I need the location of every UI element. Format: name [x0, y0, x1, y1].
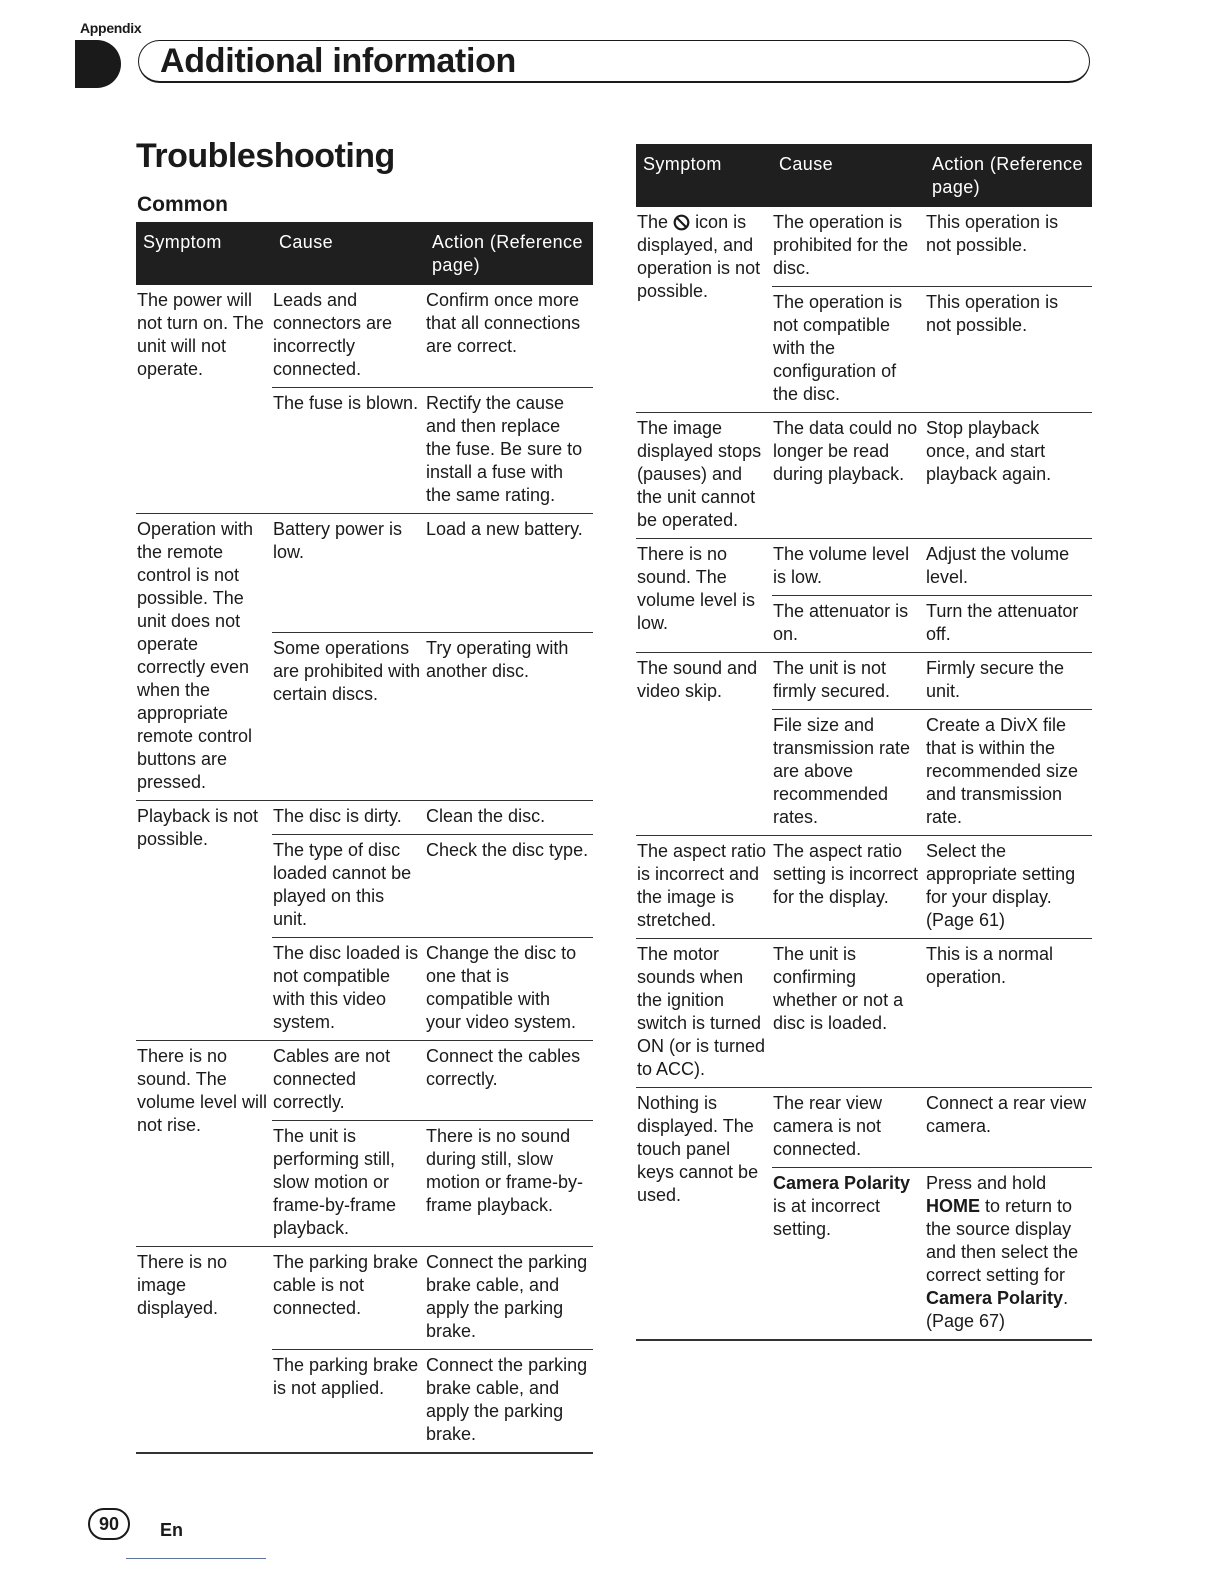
troubleshooting-table-left [136, 222, 593, 1454]
section-title: Additional information [160, 42, 517, 80]
cause-cell: The disc loaded is not compatible with this video system. [272, 938, 425, 1041]
table-row [136, 1247, 593, 1350]
cause-cell: Leads and connectors are incorrectly connected. [272, 285, 425, 388]
column-header-symptom: Symptom [636, 144, 772, 207]
table-row [636, 207, 1092, 287]
cause-text: is at incorrect setting. [773, 1196, 881, 1239]
action-cell: Turn the attenuator off. [925, 596, 1092, 653]
table-row [636, 653, 1092, 710]
troubleshooting-table-right [636, 144, 1092, 1341]
cause-cell: The parking brake is not applied. [272, 1350, 425, 1454]
symptom-cell: The aspect ratio is incorrect and the image is stretched. [636, 836, 772, 939]
home-key-label: HOME [926, 1196, 980, 1216]
symptom-cell: There is no image displayed. [136, 1247, 272, 1454]
action-text: to return to the source display and then select the correct setting for [926, 1196, 1079, 1285]
table-row [136, 514, 593, 633]
table-header-row [636, 144, 1092, 207]
camera-polarity-label: Camera Polarity [773, 1173, 911, 1193]
symptom-cell: There is no sound. The volume level will not rise. [136, 1041, 272, 1247]
cause-cell: The type of disc loaded cannot be played on this unit. [272, 835, 425, 938]
cause-cell: The volume level is low. [772, 539, 925, 596]
symptom-text-post: icon is displayed, and operation is not possible. [637, 212, 761, 301]
prohibited-icon [673, 214, 690, 231]
cause-cell: File size and transmission rate are above recommended rates. [772, 710, 925, 836]
action-cell: Clean the disc. [425, 801, 593, 835]
symptom-cell: The power will not turn on. The unit will not operate. [136, 285, 272, 514]
symptom-cell [636, 207, 772, 413]
action-cell: Load a new battery. [425, 514, 593, 633]
cause-cell: The operation is prohibited for the disc. [772, 207, 925, 287]
table-header-row [136, 222, 593, 285]
column-header-symptom: Symptom [136, 222, 272, 285]
action-text: . (Page 67) [926, 1288, 1069, 1331]
table-row [136, 1041, 593, 1121]
action-cell: Change the disc to one that is compatible with your video system. [425, 938, 593, 1041]
cause-cell: The operation is not compatible with the configuration of the disc. [772, 287, 925, 413]
action-cell: Adjust the volume level. [925, 539, 1092, 596]
column-header-action: Action (Reference page) [425, 222, 593, 285]
table-row [136, 285, 593, 388]
symptom-cell: The motor sounds when the ignition switch is turned ON (or is turned to ACC). [636, 939, 772, 1088]
table-row [636, 539, 1092, 596]
cause-cell: Some operations are prohibited with certain discs. [272, 633, 425, 801]
column-header-cause: Cause [772, 144, 925, 207]
symptom-cell: The image displayed stops (pauses) and the unit cannot be operated. [636, 413, 772, 539]
cause-cell: The aspect ratio setting is incorrect for the display. [772, 836, 925, 939]
cause-cell: The parking brake cable is not connected. [272, 1247, 425, 1350]
symptom-cell: Nothing is displayed. The touch panel keys cannot be used. [636, 1088, 772, 1341]
action-cell [925, 1168, 1092, 1341]
cause-cell: Battery power is low. [272, 514, 425, 633]
subsection-title: Common [137, 193, 228, 216]
symptom-text-pre: The [637, 212, 669, 232]
cause-cell: The attenuator is on. [772, 596, 925, 653]
action-cell: This operation is not possible. [925, 207, 1092, 287]
symptom-cell: Playback is not possible. [136, 801, 272, 1041]
table-row [136, 801, 593, 835]
cause-cell: Cables are not connected correctly. [272, 1041, 425, 1121]
action-text: Press and hold [926, 1173, 1047, 1193]
table-row [636, 939, 1092, 1088]
action-cell: Confirm once more that all connections are correct. [425, 285, 593, 388]
action-cell: This is a normal operation. [925, 939, 1092, 1088]
cause-cell: The unit is performing still, slow motion or frame-by-frame playback. [272, 1121, 425, 1247]
cause-cell: The fuse is blown. [272, 388, 425, 514]
cause-cell [772, 1168, 925, 1341]
cause-cell: The disc is dirty. [272, 801, 425, 835]
action-cell: There is no sound during still, slow motion or frame-by-frame playback. [425, 1121, 593, 1247]
column-header-action: Action (Reference page) [925, 144, 1092, 207]
symptom-cell: The sound and video skip. [636, 653, 772, 836]
action-cell: Try operating with another disc. [425, 633, 593, 801]
language-code: En [160, 1520, 184, 1540]
footer-rule [126, 1558, 266, 1559]
section-tab-marker [75, 40, 121, 88]
column-header-cause: Cause [272, 222, 425, 285]
cause-cell: The unit is not firmly secured. [772, 653, 925, 710]
appendix-label: Appendix [80, 20, 142, 36]
action-cell: Rectify the cause and then replace the fuse. Be sure to install a fuse with the same rating. [425, 388, 593, 514]
action-cell: Connect the parking brake cable, and apply the parking brake. [425, 1350, 593, 1454]
action-cell: This operation is not possible. [925, 287, 1092, 413]
action-cell: Stop playback once, and start playback again. [925, 413, 1092, 539]
camera-polarity-label: Camera Polarity [926, 1288, 1064, 1308]
cause-cell: The rear view camera is not connected. [772, 1088, 925, 1168]
action-cell: Connect the cables correctly. [425, 1041, 593, 1121]
action-cell: Firmly secure the unit. [925, 653, 1092, 710]
cause-cell: The data could no longer be read during playback. [772, 413, 925, 539]
symptom-cell: There is no sound. The volume level is low. [636, 539, 772, 653]
table-row [636, 413, 1092, 539]
action-cell: Check the disc type. [425, 835, 593, 938]
table-row [636, 836, 1092, 939]
page-title: Troubleshooting [136, 137, 395, 175]
action-cell: Connect a rear view camera. [925, 1088, 1092, 1168]
symptom-cell: Operation with the remote control is not possible. The unit does not operate correctly even when the appropriate remote control buttons are pressed. [136, 514, 272, 801]
action-cell: Create a DivX file that is within the recommended size and transmission rate. [925, 710, 1092, 836]
page-number: 90 [88, 1508, 130, 1540]
action-cell: Select the appropriate setting for your display. (Page 61) [925, 836, 1092, 939]
action-cell: Connect the parking brake cable, and apply the parking brake. [425, 1247, 593, 1350]
cause-cell: The unit is confirming whether or not a disc is loaded. [772, 939, 925, 1088]
table-row [636, 1088, 1092, 1168]
